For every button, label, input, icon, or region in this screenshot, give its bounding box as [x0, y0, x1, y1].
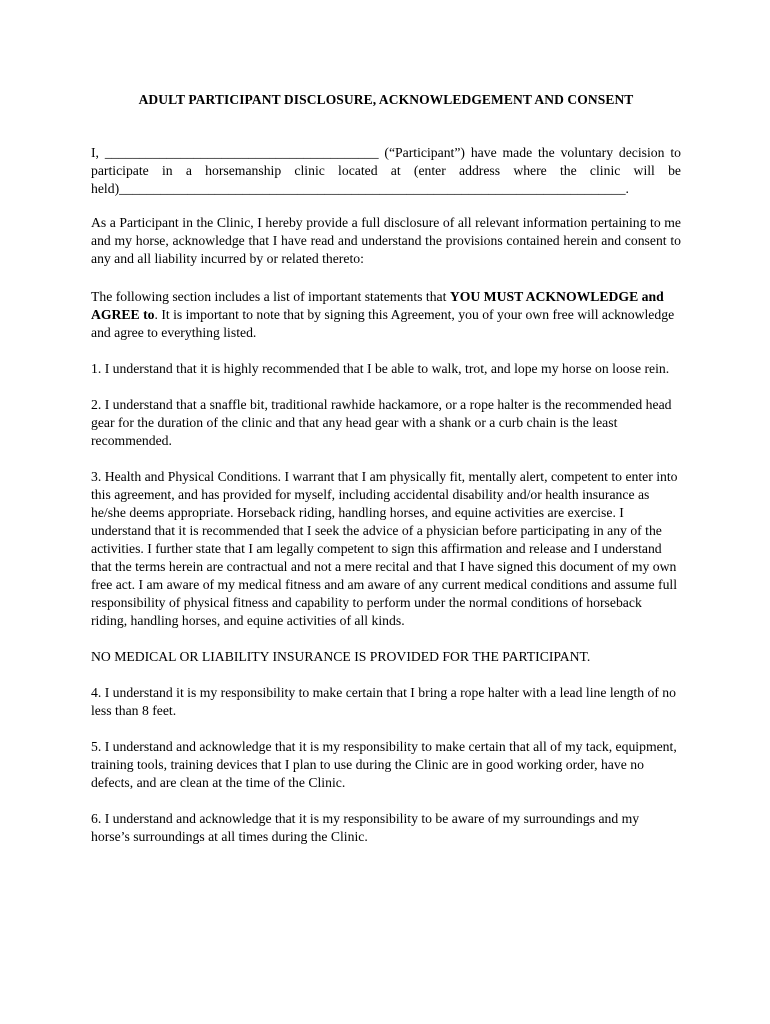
section-intro-emphasis: YOU MUST ACKNOWLEDGE and AGREE to	[91, 289, 664, 322]
statement-item-5: 5. I understand and acknowledge that it is my responsibility to make certain that all of my tack, equipment, training tools, training devices that I plan to use during the Clinic are in good working order, have no defects, and are clean at the time of the Clinic.	[91, 739, 677, 790]
section-intro-prefix: The following section includes a list of important statements that	[91, 289, 450, 304]
document-title: ADULT PARTICIPANT DISCLOSURE, ACKNOWLEDGEMENT AND CONSENT	[138, 92, 634, 107]
disclosure-paragraph: As a Participant in the Clinic, I hereby provide a full disclosure of all relevant information pertaining to me and my horse, acknowledge that I have read and understand the provisions contained herein and consent to any and all liability incurred by or related thereto:	[91, 215, 681, 266]
section-intro-paragraph	[91, 288, 681, 342]
document-body	[91, 92, 681, 864]
participant-intro-paragraph: I, ________________________________________ (“Participant”) have made the voluntary decision to participate in a horsemanship clinic located at (enter address where the clinic will be held)__________________________________________________________________________.	[91, 145, 681, 196]
statement-item-3: 3. Health and Physical Conditions. I warrant that I am physically fit, mentally alert, competent to enter into this agreement, and has provided for myself, including accidental disability and/or health insurance as he/she deems appropriate. Horseback riding, handling horses, and equine activities are exercise. I understand that it is recommended that I seek the advice of a physician before participating in any of the activities. I further state that I am legally competent to sign this affirmation and release and I understand that the terms herein are contractual and not a mere recital and that I have signed this document of my own free act. I am aware of my medical fitness and am aware of any current medical conditions and assume full responsibility of physical fitness and capability to perform under the normal conditions of horseback riding, handling horses, and equine activities of all kinds.	[91, 469, 678, 628]
statement-item-1: 1. I understand that it is highly recommended that I be able to walk, trot, and lope my horse on loose rein.	[91, 361, 670, 376]
insurance-notice: NO MEDICAL OR LIABILITY INSURANCE IS PROVIDED FOR THE PARTICIPANT.	[91, 649, 591, 664]
statement-item-6: 6. I understand and acknowledge that it is my responsibility to be aware of my surroundings and my horse’s surroundings at all times during the Clinic.	[91, 811, 640, 844]
statement-item-2: 2. I understand that a snaffle bit, traditional rawhide hackamore, or a rope halter is the recommended head gear for the duration of the clinic and that any head gear with a shank or a curb chain is the least recommended.	[91, 397, 672, 448]
section-intro-suffix: . It is important to note that by signing this Agreement, you of your own free will acknowledge and agree to everything listed.	[91, 307, 675, 340]
statement-item-4: 4. I understand it is my responsibility to make certain that I bring a rope halter with a lead line length of no less than 8 feet.	[91, 685, 676, 718]
